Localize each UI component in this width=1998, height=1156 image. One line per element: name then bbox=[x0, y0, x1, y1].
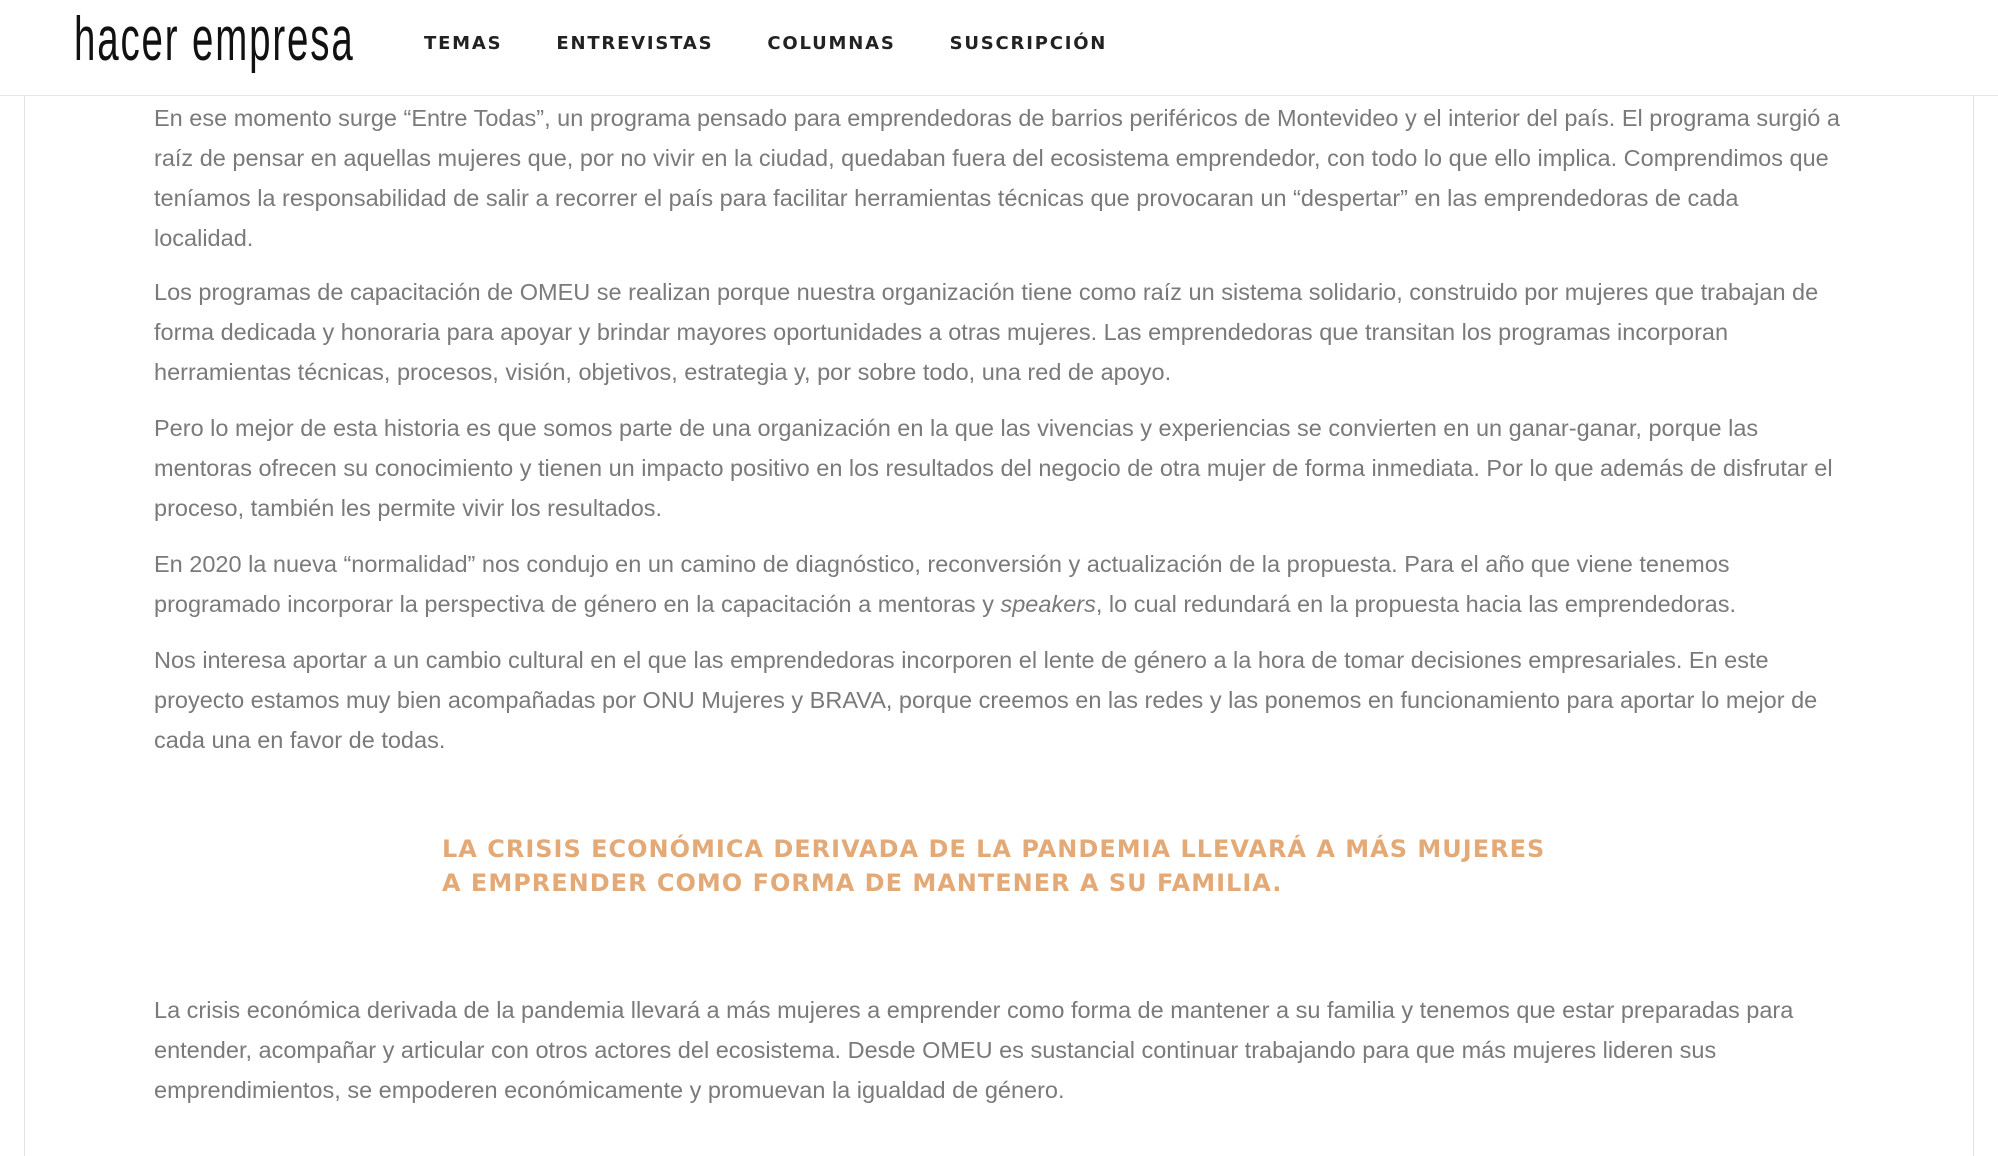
content-frame-left-border bbox=[24, 96, 25, 1156]
article-paragraph: La crisis económica derivada de la pandemia llevará a más mujeres a emprender como forma de mantener a su familia y tenemos que estar preparadas para entender, acompañar y articular con otros actores del ecosistema. Desde OMEU es sustancial continuar trabajando para que más mujeres lideren sus emprendimientos, se empoderen económicamente y promuevan la igualdad de género. bbox=[154, 997, 1794, 1103]
article-paragraph: En ese momento surge “Entre Todas”, un programa pensado para emprendedoras de barrios periféricos de Montevideo y el interior del país. El programa surgió a raíz de pensar en aquellas mujeres que, por no vivir en la ciudad, quedaban fuera del ecosistema emprendedor, con todo lo que ello implica. Comprendimos que teníamos la responsabilidad de salir a recorrer el país para facilitar herramientas técnicas que provocaran un “despertar” en las emprendedoras de cada localidad. bbox=[154, 105, 1840, 251]
paragraph-text: En 2020 la nueva “normalidad” nos condujo en un camino de diagnóstico, reconversión y actualización de la propuesta. Para el año que viene tenemos programado incorporar la perspectiva de género en la capacitación a mentoras y bbox=[154, 551, 1730, 617]
nav-item-entrevistas[interactable]: ENTREVISTAS bbox=[556, 33, 714, 54]
emphasis-speakers: speakers bbox=[1000, 591, 1096, 617]
article-paragraph: Pero lo mejor de esta historia es que somos parte de una organización en la que las vivencias y experiencias se convierten en un ganar-ganar, porque las mentoras ofrecen su conocimiento y tienen un impacto positivo en los resultados del negocio de otra mujer de forma inmediata. Por lo que además de disfrutar el proceso, también les permite vivir los resultados. bbox=[154, 415, 1833, 521]
nav-item-columnas[interactable]: COLUMNAS bbox=[767, 33, 896, 54]
article-paragraph bbox=[154, 544, 1844, 624]
main-nav bbox=[424, 30, 1161, 58]
article-paragraph: Nos interesa aportar a un cambio cultural en el que las emprendedoras incorporen el lente de género a la hora de tomar decisiones empresariales. En este proyecto estamos muy bien acompañadas por ONU Mujeres y BRAVA, porque creemos en las redes y las ponemos en funcionamiento para aportar lo mejor de cada una en favor de todas. bbox=[154, 647, 1818, 753]
nav-item-suscripcion[interactable]: SUSCRIPCIÓN bbox=[949, 33, 1108, 54]
content-frame-right-border bbox=[1973, 96, 1974, 1156]
nav-item-temas[interactable]: TEMAS bbox=[424, 33, 503, 54]
site-header bbox=[0, 0, 1998, 96]
pull-quote: LA CRISIS ECONÓMICA DERIVADA DE LA PANDEMIA LLEVARÁ A MÁS MUJERES A EMPRENDER COMO FORMA DE MANTENER A SU FAMILIA. bbox=[442, 835, 1546, 897]
article-paragraph: Los programas de capacitación de OMEU se realizan porque nuestra organización tiene como raíz un sistema solidario, construido por mujeres que trabajan de forma dedicada y honoraria para apoyar y brindar mayores oportunidades a otras mujeres. Las emprendedoras que transitan los programas incorporan herramientas técnicas, procesos, visión, objetivos, estrategia y, por sobre todo, una red de apoyo. bbox=[154, 279, 1819, 385]
logo-text: hacer empresa bbox=[74, 5, 355, 74]
paragraph-text: , lo cual redundará en la propuesta hacia las emprendedoras. bbox=[1095, 591, 1736, 617]
